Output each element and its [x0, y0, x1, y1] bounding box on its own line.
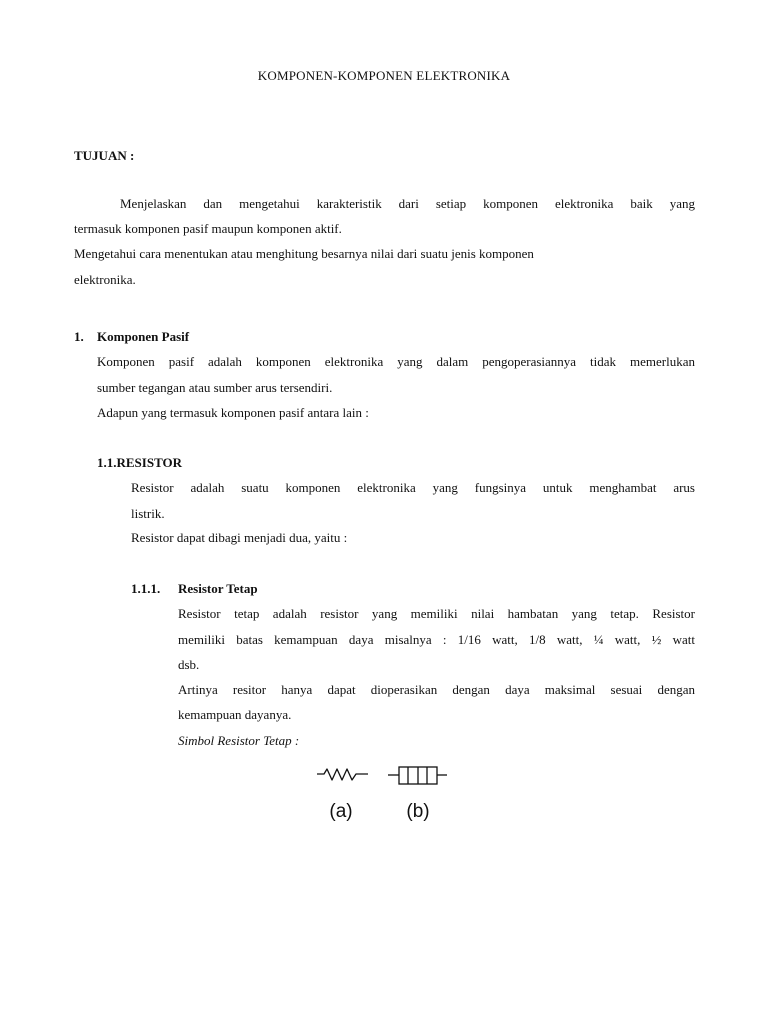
section-1-1-line-3: Resistor dapat dibagi menjadi dua, yaitu : [131, 530, 348, 545]
section-1-1-1-heading: Resistor Tetap [178, 581, 258, 596]
section-1-1-1-line-2: memiliki batas kemampuan daya misalnya : 1/16 watt, 1/8 watt, ¼ watt, ½ watt [178, 632, 695, 647]
tujuan-paragraph-2-line-2: elektronika. [74, 272, 136, 287]
section-1-1-line-2: listrik. [131, 506, 165, 521]
section-1-1-1-line-4: Artinya resitor hanya dapat dioperasikan dengan daya maksimal sesuai dengan [178, 682, 695, 697]
tujuan-paragraph-1-line-1: Menjelaskan dan mengetahui karakteristik dari setiap komponen elektronika baik yang [120, 196, 695, 211]
symbol-caption: Simbol Resistor Tetap : [178, 733, 300, 748]
section-1-number: 1. [74, 329, 84, 344]
section-1-1-1-number: 1.1.1. [131, 581, 161, 596]
section-1-line-2: sumber tegangan atau sumber arus tersendiri. [97, 380, 333, 395]
tujuan-heading: TUJUAN : [74, 148, 135, 163]
section-1-1-1-line-3: dsb. [178, 657, 200, 672]
section-1-line-3: Adapun yang termasuk komponen pasif antara lain : [97, 405, 369, 420]
section-1-1-heading: 1.1.RESISTOR [97, 455, 183, 470]
symbol-label-b: (b) [406, 801, 430, 822]
resistor-symbols-figure [310, 760, 460, 824]
section-1-1-1-line-1: Resistor tetap adalah resistor yang memiliki nilai hambatan yang tetap. Resistor [178, 606, 695, 621]
box-resistor-symbol-icon [388, 767, 447, 784]
tujuan-paragraph-2-line-1: Mengetahui cara menentukan atau menghitung besarnya nilai dari suatu jenis komponen [74, 246, 534, 261]
section-1-1-line-1: Resistor adalah suatu komponen elektronika yang fungsinya untuk menghambat arus [131, 480, 695, 495]
tujuan-paragraph-1-line-2: termasuk komponen pasif maupun komponen aktif. [74, 221, 342, 236]
section-1-1-1-line-5: kemampuan dayanya. [178, 707, 292, 722]
zigzag-resistor-symbol-icon [317, 769, 368, 780]
section-1-line-1: Komponen pasif adalah komponen elektronika yang dalam pengoperasiannya tidak memerlukan [97, 354, 695, 369]
page-title: KOMPONEN-KOMPONEN ELEKTRONIKA [257, 68, 511, 83]
section-1-heading: Komponen Pasif [97, 329, 190, 344]
symbol-label-a: (a) [329, 801, 353, 822]
